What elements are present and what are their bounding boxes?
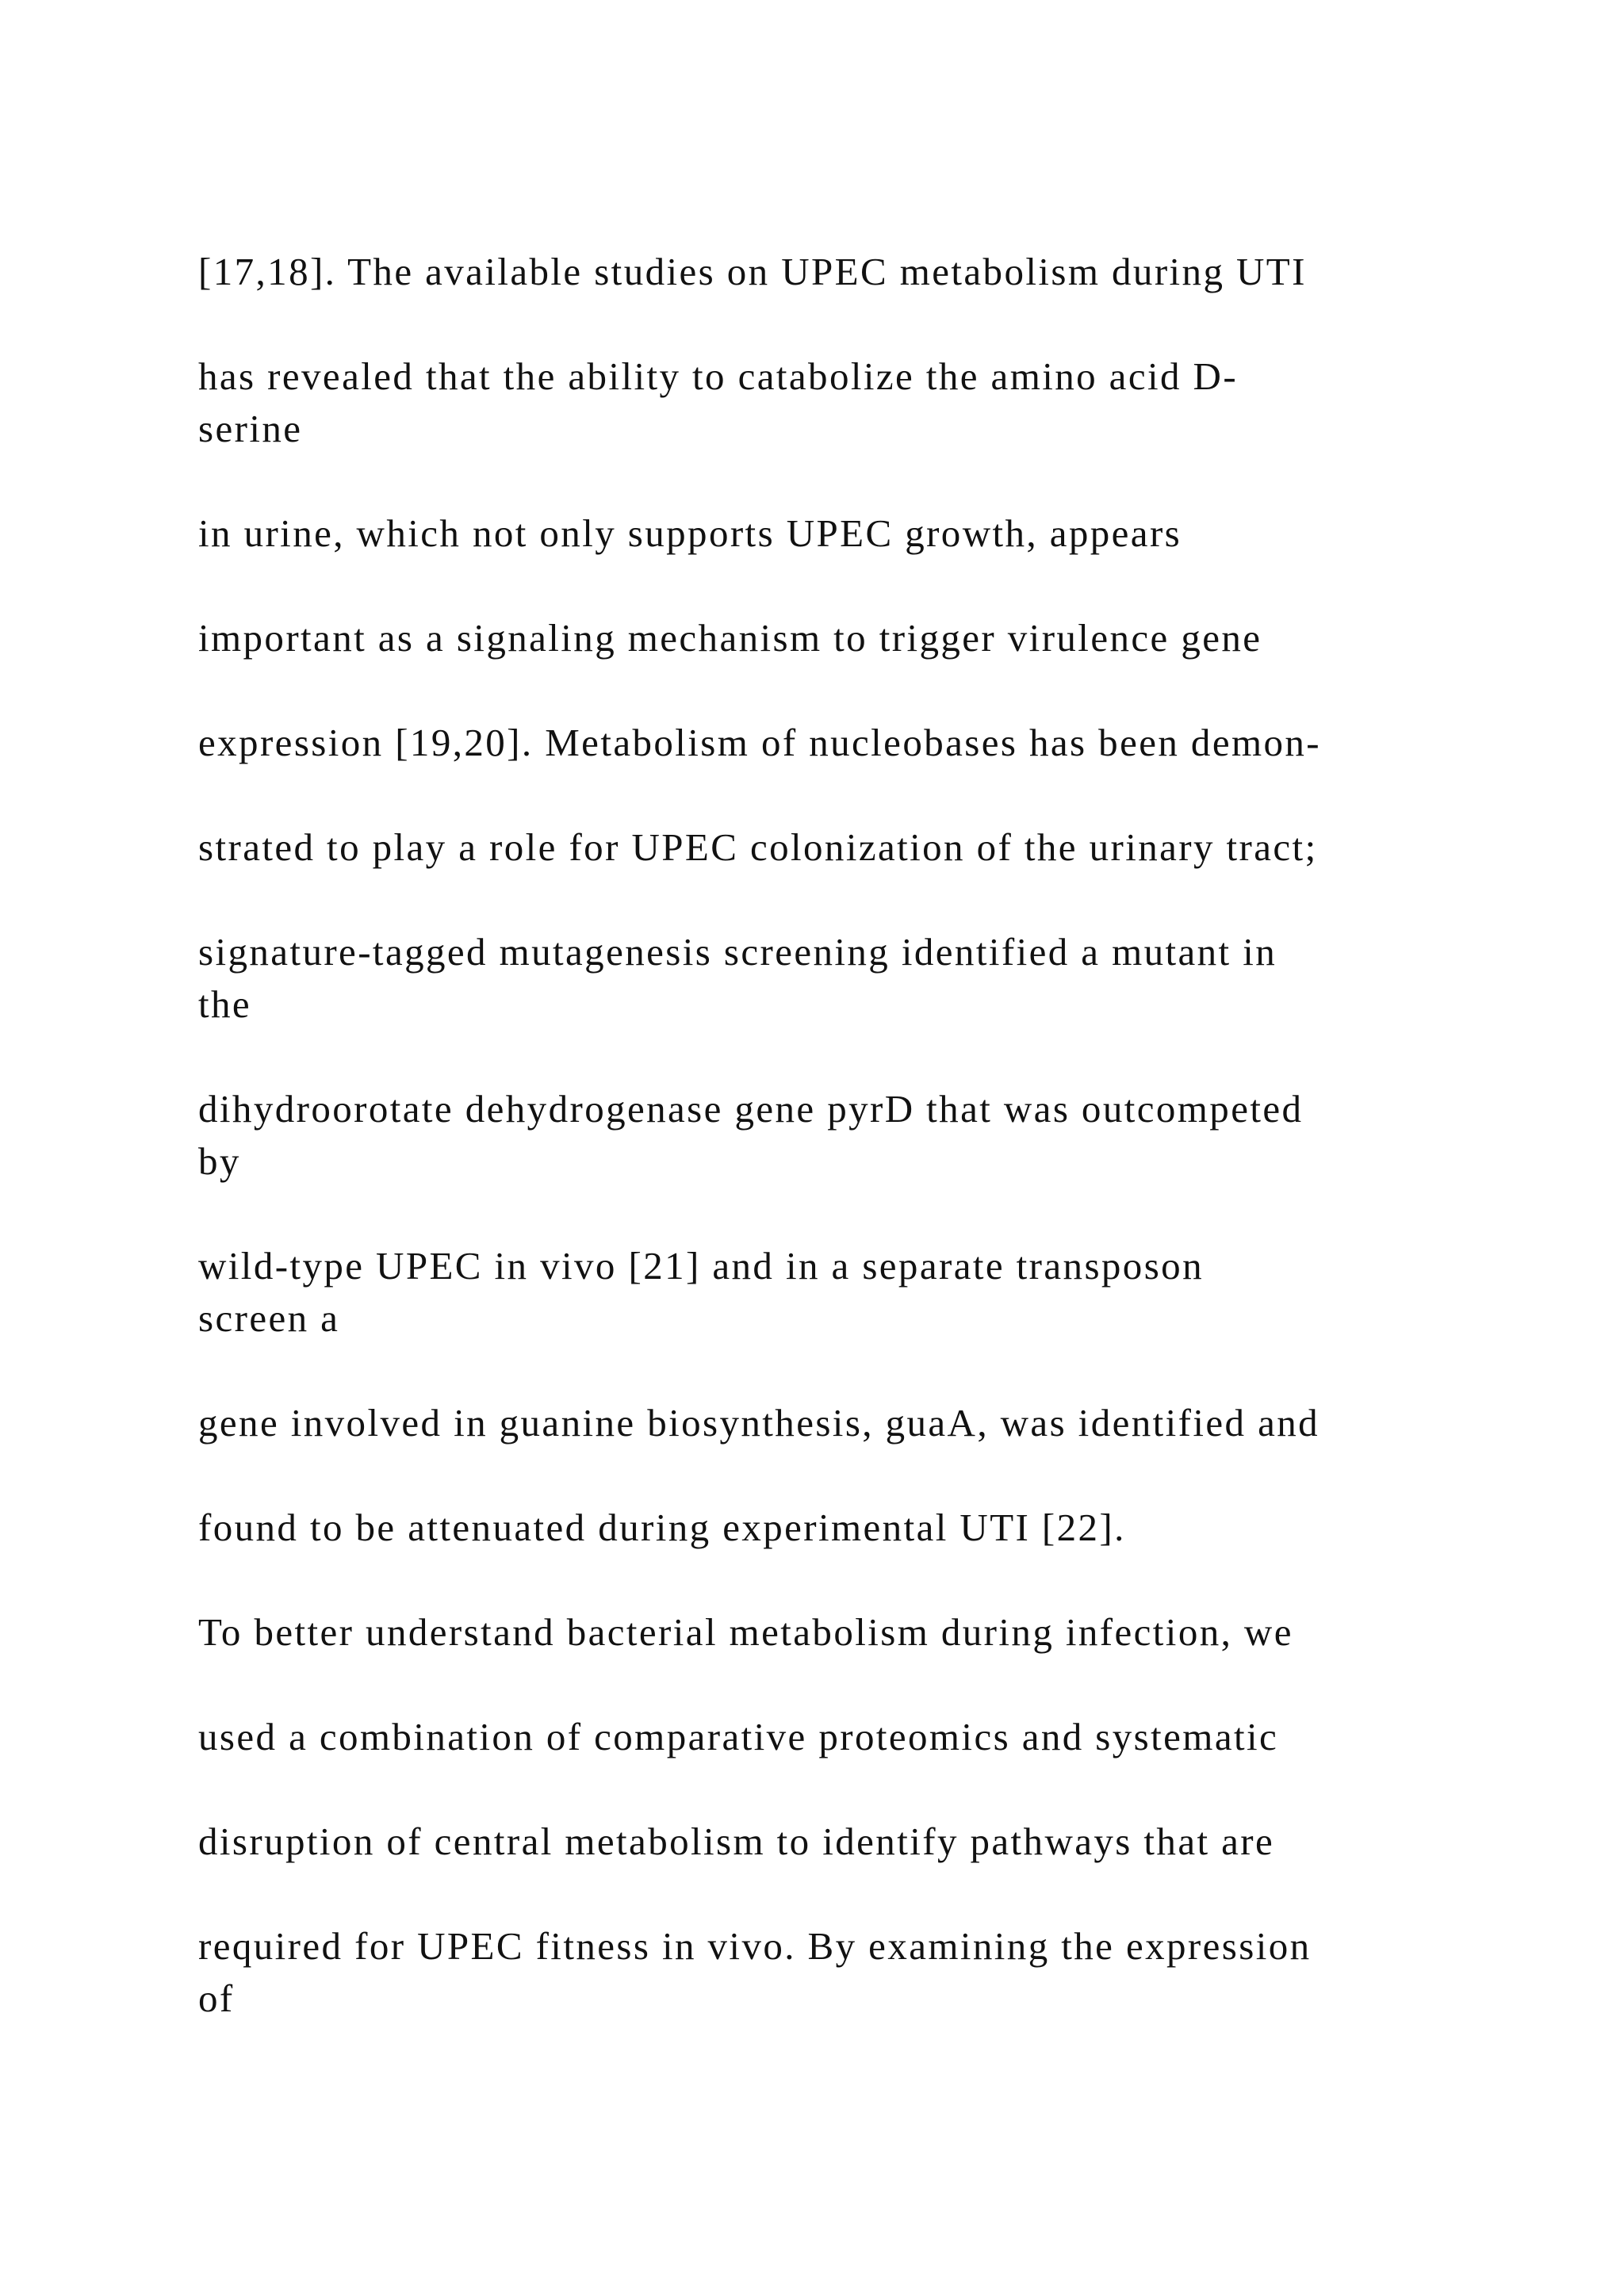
- text-line: has revealed that the ability to catabolize the amino acid D- serine: [198, 354, 1239, 450]
- text-line: important as a signaling mechanism to trigger virulence gene: [198, 616, 1262, 660]
- text-line: strated to play a role for UPEC colonization of the urinary tract;: [198, 825, 1318, 869]
- text-line: To better understand bacterial metabolism during infection, we: [198, 1610, 1293, 1654]
- text-line: required for UPEC fitness in vivo. By examining the expression of: [198, 1924, 1312, 2020]
- text-line: in urine, which not only supports UPEC growth, appears: [198, 511, 1182, 555]
- text-line: dihydroorotate dehydrogenase gene pyrD that was outcompeted by: [198, 1087, 1304, 1183]
- text-line: disruption of central metabolism to identify pathways that are: [198, 1820, 1275, 1863]
- text-line: expression [19,20]. Metabolism of nucleobases has been demon-: [198, 721, 1321, 764]
- text-line: signature-tagged mutagenesis screening identified a mutant in the: [198, 930, 1277, 1026]
- text-line: gene involved in guanine biosynthesis, guaA, was identified and: [198, 1401, 1320, 1445]
- text-line: wild-type UPEC in vivo [21] and in a separate transposon screen a: [198, 1244, 1204, 1340]
- text-line: used a combination of comparative proteomics and systematic: [198, 1715, 1279, 1758]
- text-line: found to be attenuated during experimental UTI [22].: [198, 1506, 1126, 1549]
- text-line: [17,18]. The available studies on UPEC metabolism during UTI: [198, 250, 1307, 293]
- body-text: [198, 246, 1467, 2025]
